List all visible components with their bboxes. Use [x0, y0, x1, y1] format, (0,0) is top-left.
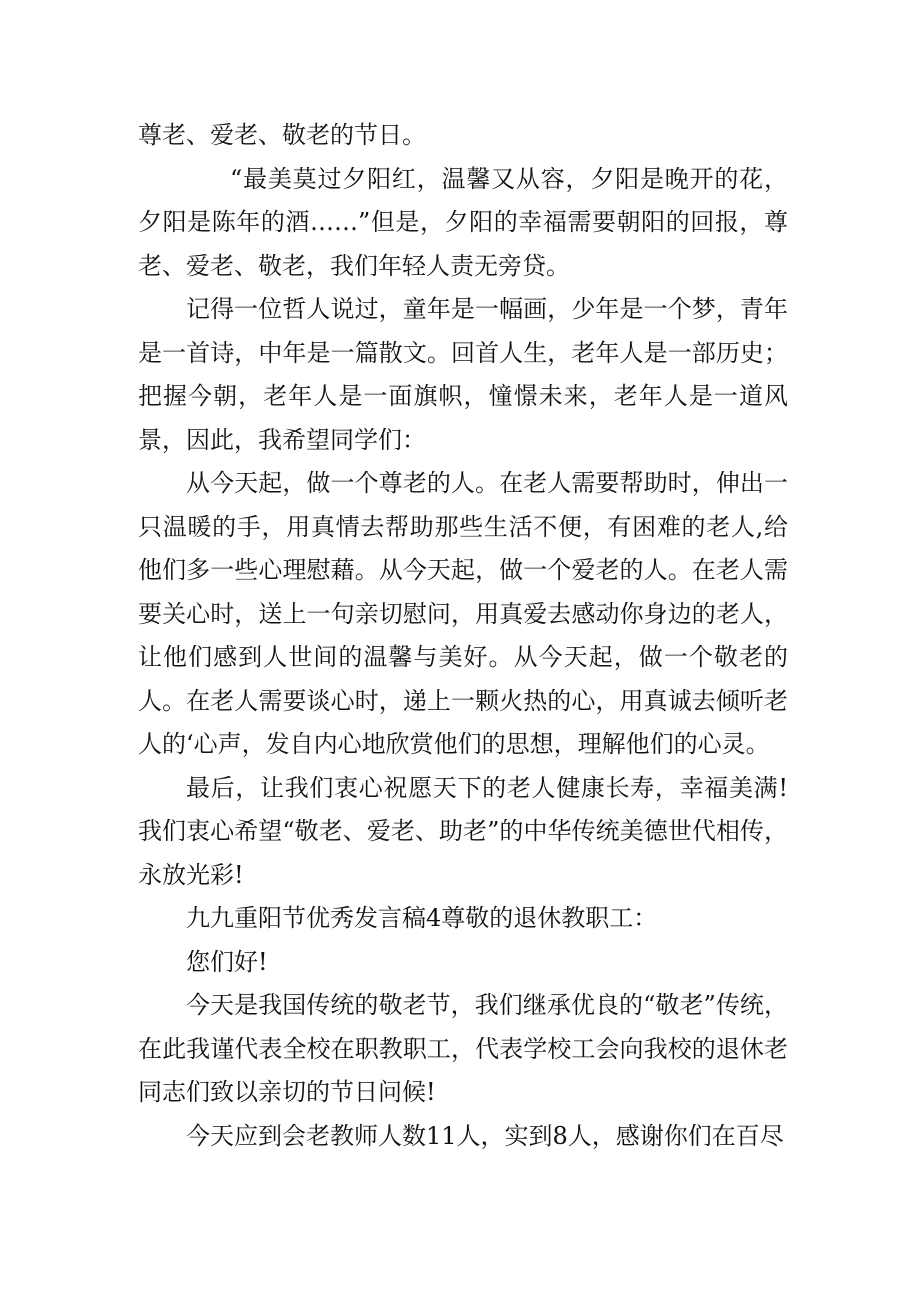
document-body — [138, 114, 788, 1158]
paragraph-philosopher: 记得一位哲人说过，童年是一幅画，少年是一个梦，青年是一首诗，中年是一篇散文。回首人生，老年人是一部历史；把握今朝，老年人是一面旗帜，憧憬未来，老年人是一道风景，因此，我希望同学们： — [138, 295, 788, 454]
greeting: 您们好! — [186, 947, 268, 976]
paragraph-attendance: 今天应到会老教师人数11人，实到8人，感谢你们在百尽 — [186, 1121, 784, 1150]
paragraph-closing-wishes: 最后，让我们衷心祝愿天下的老人健康长寿，幸福美满!我们衷心希望“敬老、爱老、助老”的中华传统美德世代相传，永放光彩! — [138, 773, 788, 889]
paragraph-sunset-quote: “最美莫过夕阳红，温馨又从容，夕阳是晚开的花，夕阳是陈年的酒……”但是，夕阳的幸福需要朝阳的回报，尊老、爱老、敬老，我们年轻人责无旁贷。 — [138, 164, 788, 280]
section-heading: 九九重阳节优秀发言稿4尊敬的退休教职工： — [186, 904, 658, 932]
paragraph-respect-day: 今天是我国传统的敬老节，我们继承优良的“敬老”传统，在此我谨代表全校在职教职工，代表学校工会向我校的退休老同志们致以亲切的节日问候! — [138, 991, 788, 1106]
paragraph-from-today: 从今天起，做一个尊老的人。在老人需要帮助时，伸出一只温暖的手，用真情去帮助那些生活不便，有困难的老人,给他们多一些心理慰藉。从今天起，做一个爱老的人。在老人需要关心时，送上一句亲切慰问，用真爱去感动你身边的老人，让他们感到人世间的温馨与美好。从今天起，做一个敬老的人。在老人需要谈心时，递上一颗火热的心，用真诚去倾听老人的‘心声，发自内心地欣赏他们的思想，理解他们的心灵。 — [138, 469, 788, 758]
paragraph-continuation: 尊老、爱老、敬老的节日。 — [138, 121, 426, 149]
